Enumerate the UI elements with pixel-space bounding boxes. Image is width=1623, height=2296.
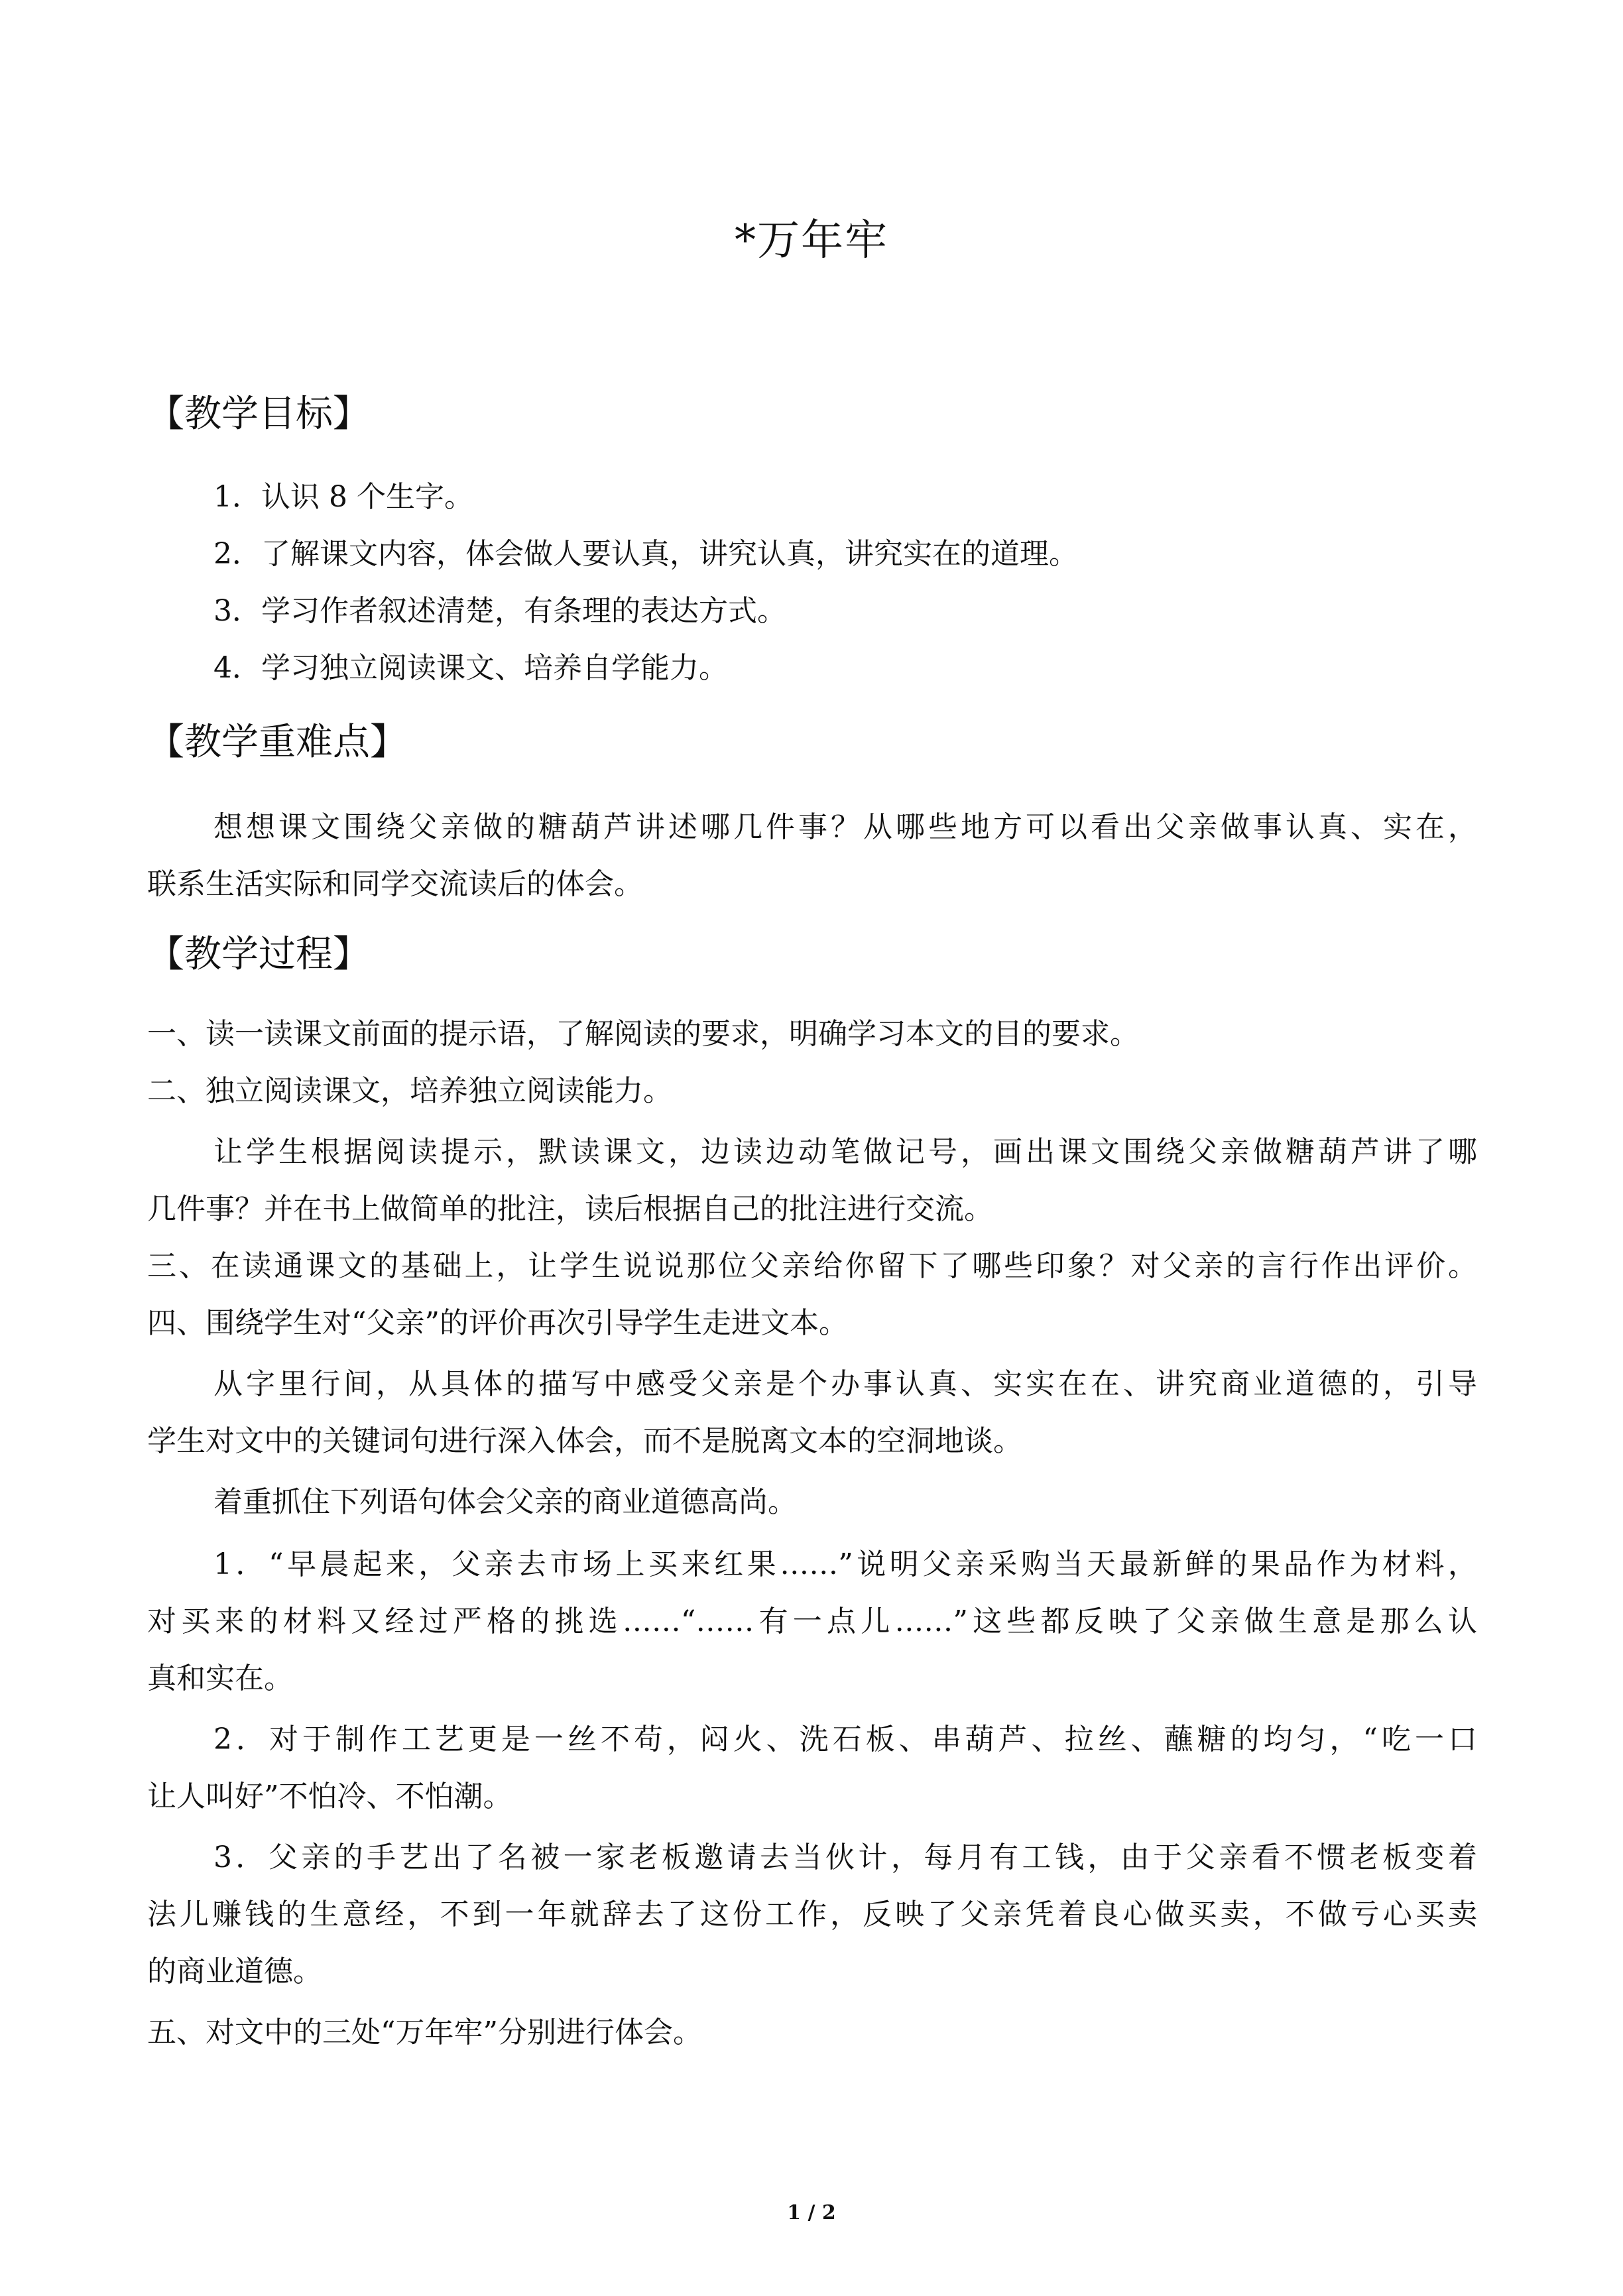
page-number: 1 / 2 — [787, 2201, 836, 2224]
process-step: 二、独立阅读课文，培养独立阅读能力。 — [147, 1074, 672, 1108]
paragraph-line: 学生对文中的关键词句进行深入体会，而不是脱离文本的空洞地谈。 — [147, 1424, 1022, 1458]
paragraph-line: 对买来的材料又经过严格的挑选……“……有一点儿……”这些都反映了父亲做生意是那么认 — [147, 1604, 1477, 1638]
section-heading-goals: 【教学目标】 — [147, 393, 370, 436]
paragraph-line: 让学生根据阅读提示，默读课文，边读边动笔做记号，画出课文围绕父亲做糖葫芦讲了哪 — [213, 1135, 1477, 1169]
goal-item: 2．了解课文内容，体会做人要认真，讲究认真，讲究实在的道理。 — [213, 537, 1078, 571]
goal-item: 4．学习独立阅读课文、培养自学能力。 — [213, 651, 728, 685]
paragraph-line: 几件事？并在书上做简单的批注，读后根据自己的批注进行交流。 — [147, 1192, 993, 1226]
paragraph-line: 3．父亲的手艺出了名被一家老板邀请去当伙计，每月有工钱，由于父亲看不惯老板变着 — [213, 1841, 1477, 1874]
paragraph-line: 的商业道德。 — [147, 1955, 322, 1988]
goal-item: 1．认识 8 个生字。 — [213, 480, 473, 514]
paragraph-line: 让人叫好”不怕冷、不怕潮。 — [147, 1780, 512, 1813]
paragraph-line: 着重抓住下列语句体会父亲的商业道德高尚。 — [213, 1485, 797, 1519]
paragraph-line: 想想课文围绕父亲做的糖葫芦讲述哪几件事？从哪些地方可以看出父亲做事认真、实在， — [213, 810, 1477, 844]
paragraph-line: 1．“早晨起来，父亲去市场上买来红果……”说明父亲采购当天最新鲜的果品作为材料， — [213, 1547, 1477, 1581]
process-step: 三、在读通课文的基础上，让学生说说那位父亲给你留下了哪些印象？对父亲的言行作出评价。 — [147, 1249, 1477, 1283]
paragraph-line: 联系生活实际和同学交流读后的体会。 — [147, 867, 643, 901]
paragraph-line: 真和实在。 — [147, 1662, 293, 1695]
paragraph-line: 法儿赚钱的生意经，不到一年就辞去了这份工作，反映了父亲凭着良心做买卖，不做亏心买卖 — [147, 1898, 1477, 1931]
goal-item: 3．学习作者叙述清楚，有条理的表达方式。 — [213, 594, 786, 628]
paragraph-line: 从字里行间，从具体的描写中感受父亲是个办事认真、实实在在、讲究商业道德的，引导 — [213, 1367, 1477, 1401]
process-step: 四、围绕学生对“父亲”的评价再次引导学生走进文本。 — [147, 1306, 848, 1340]
document-title: *万年牢 — [735, 216, 888, 265]
paragraph-line: 2．对于制作工艺更是一丝不苟，闷火、洗石板、串葫芦、拉丝、蘸糖的均匀，“吃一口 — [213, 1722, 1477, 1756]
section-heading-process: 【教学过程】 — [147, 933, 370, 976]
section-heading-key-points: 【教学重难点】 — [147, 721, 407, 764]
process-step: 五、对文中的三处“万年牢”分别进行体会。 — [147, 2016, 702, 2049]
process-step: 一、读一读课文前面的提示语，了解阅读的要求，明确学习本文的目的要求。 — [147, 1017, 1139, 1051]
